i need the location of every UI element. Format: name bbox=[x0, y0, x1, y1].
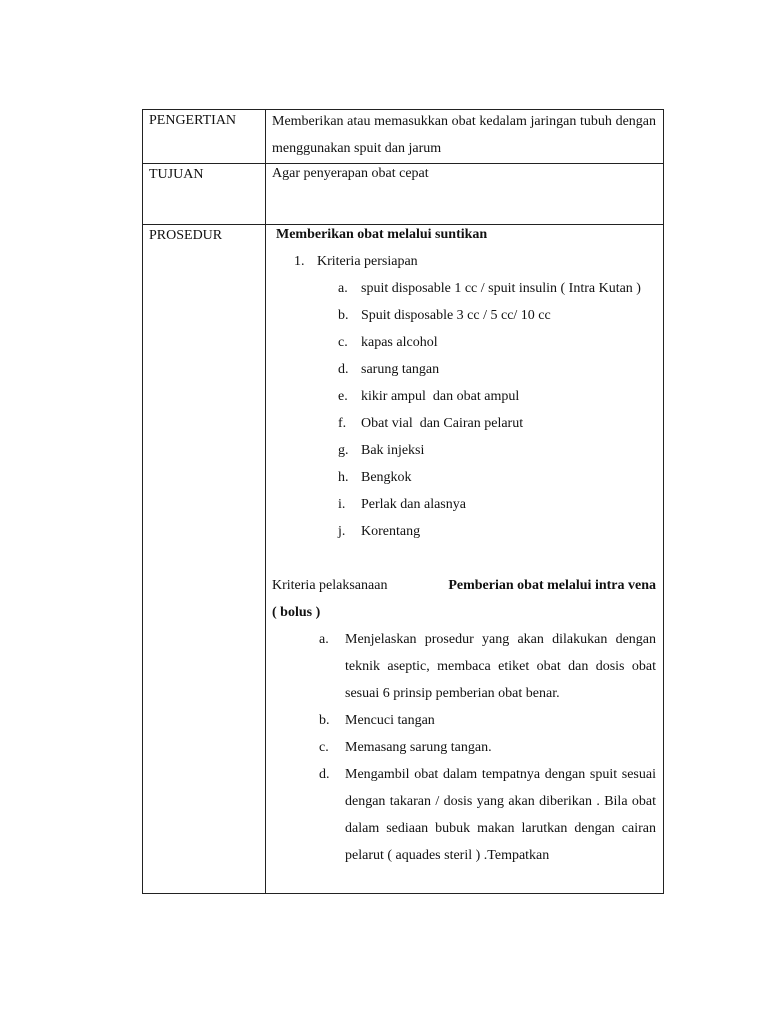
list-text: Mencuci tangan bbox=[345, 713, 435, 728]
preparation-list bbox=[272, 275, 656, 545]
goal-row bbox=[143, 164, 664, 225]
list-marker: b. bbox=[319, 713, 330, 728]
definition-label: PENGERTIAN bbox=[149, 113, 237, 128]
list-marker: h. bbox=[338, 470, 349, 485]
list-text: kapas alcohol bbox=[361, 335, 438, 350]
list-text: Memasang sarung tangan. bbox=[345, 740, 492, 755]
execution-heading-bold: Pemberian obat melalui intra vena bbox=[448, 578, 656, 593]
list-marker: f. bbox=[338, 416, 347, 431]
list-item bbox=[338, 329, 656, 356]
list-text: sarung tangan bbox=[361, 362, 440, 377]
execution-list bbox=[272, 626, 656, 869]
execution-heading bbox=[272, 572, 656, 599]
procedure-label: PROSEDUR bbox=[149, 228, 223, 243]
goal-text: Agar penyerapan obat cepat bbox=[272, 166, 429, 181]
list-item bbox=[338, 518, 656, 545]
preparation-title: Kriteria persiapan bbox=[317, 254, 418, 269]
list-marker: b. bbox=[338, 308, 349, 323]
list-item bbox=[338, 302, 656, 329]
list-marker: d. bbox=[338, 362, 349, 377]
list-text: kikir ampul dan obat ampul bbox=[361, 389, 520, 404]
list-item bbox=[338, 491, 656, 518]
list-marker: a. bbox=[338, 281, 348, 296]
spacer bbox=[272, 545, 656, 572]
definition-content-cell bbox=[266, 110, 664, 164]
list-item bbox=[338, 410, 656, 437]
execution-heading-plain: Kriteria pelaksanaan bbox=[272, 578, 388, 593]
list-text: Menjelaskan prosedur yang akan dilakukan dengan teknik aseptic, membaca etiket obat dan dosis obat sesuai 6 prinsip pemberian obat benar. bbox=[345, 632, 656, 701]
list-marker: g. bbox=[338, 443, 349, 458]
list-marker: c. bbox=[319, 740, 329, 755]
preparation-heading bbox=[272, 248, 656, 275]
list-item bbox=[338, 383, 656, 410]
procedure-content-cell bbox=[266, 225, 664, 894]
list-item bbox=[338, 356, 656, 383]
definition-label-cell bbox=[143, 110, 266, 164]
list-marker: i. bbox=[338, 497, 346, 512]
list-marker: c. bbox=[338, 335, 348, 350]
list-item bbox=[319, 734, 656, 761]
goal-label-cell bbox=[143, 164, 266, 225]
list-marker: j. bbox=[338, 524, 346, 539]
list-item bbox=[338, 437, 656, 464]
list-item bbox=[319, 626, 656, 707]
list-item bbox=[319, 761, 656, 869]
list-item bbox=[319, 707, 656, 734]
goal-content-cell bbox=[266, 164, 664, 225]
definition-text: Memberikan atau memasukkan obat kedalam jaringan tubuh dengan menggunakan spuit dan jarum bbox=[272, 114, 656, 156]
definition-row bbox=[143, 110, 664, 164]
list-text: Mengambil obat dalam tempatnya dengan spuit sesuai dengan takaran / dosis yang akan diberikan . Bila obat dalam sediaan bubuk makan larutkan dengan cairan pelarut ( aquades steril ) .Tempatkan bbox=[345, 767, 656, 863]
list-text: spuit disposable 1 cc / spuit insulin ( Intra Kutan ) bbox=[361, 281, 641, 296]
list-item bbox=[338, 275, 656, 302]
execution-heading-bolus: ( bolus ) bbox=[272, 605, 321, 620]
list-text: Bak injeksi bbox=[361, 443, 425, 458]
procedure-title: Memberikan obat melalui suntikan bbox=[276, 227, 488, 242]
list-marker: a. bbox=[319, 632, 329, 647]
list-marker: e. bbox=[338, 389, 348, 404]
list-text: Bengkok bbox=[361, 470, 412, 485]
preparation-number: 1. bbox=[294, 254, 305, 269]
list-text: Spuit disposable 3 cc / 5 cc/ 10 cc bbox=[361, 308, 551, 323]
procedure-table bbox=[142, 109, 664, 894]
procedure-label-cell bbox=[143, 225, 266, 894]
list-marker: d. bbox=[319, 767, 330, 782]
list-item bbox=[338, 464, 656, 491]
list-text: Perlak dan alasnya bbox=[361, 497, 466, 512]
list-text: Obat vial dan Cairan pelarut bbox=[361, 416, 524, 431]
list-text: Korentang bbox=[361, 524, 421, 539]
goal-label: TUJUAN bbox=[149, 167, 204, 182]
procedure-row bbox=[143, 225, 664, 894]
